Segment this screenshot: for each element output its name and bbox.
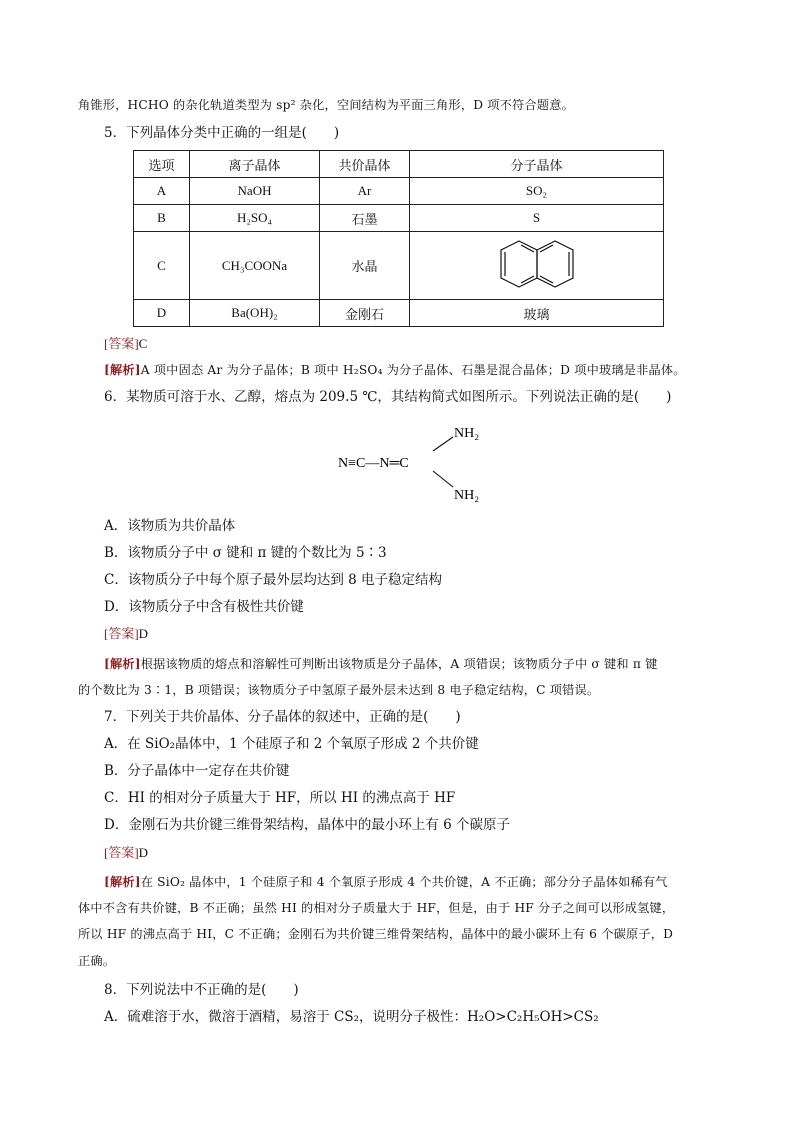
row-a-option: A [134,178,190,205]
table-header-row [134,151,664,178]
explanation-text: A 项中固态 Ar 为分子晶体；B 项中 H₂SO₄ 为分子晶体、石墨是混合晶体；D 项中玻璃是非晶体。 [140,363,686,377]
question-7-explanation-line-4: 正确。 [78,954,116,968]
question-6-stem: 6．某物质可溶于水、乙醇，熔点为 209.5 ℃，其结构简式如图所示。下列说法正确的是( ) [104,389,672,405]
row-c-option: C [134,232,190,300]
row-c-ionic: CH₃COONa [190,232,320,300]
row-b-option: B [134,205,190,232]
question-7-option-a: A．在 SiO₂晶体中，1 个硅原子和 2 个氧原子形成 2 个共价键 [104,736,479,752]
question-6-option-b: B．该物质分子中 σ 键和 π 键的个数比为 5∶3 [104,545,387,561]
answer-value: D [138,845,149,860]
question-7-option-b: B．分子晶体中一定存在共价键 [104,763,290,779]
structure-bottom-group: NH₂ [454,488,480,503]
question-7-answer [104,843,724,863]
structure-main-chain: N≡C—N═C [338,456,409,471]
question-8-option-a: A．硫难溶于水，微溶于酒精，易溶于 CS₂，说明分子极性：H₂O>C₂H₅OH>CS₂ [104,1009,599,1025]
row-b-ionic: H₂SO₄ [190,205,320,232]
answer-value: C [138,336,148,351]
row-a-ionic: NaOH [190,178,320,205]
previous-explanation-tail: 角锥形，HCHO 的杂化轨道类型为 sp² 杂化，空间结构为平面三角形，D 项不符合题意。 [78,98,574,112]
answer-label: [答案] [104,845,139,860]
answer-label: [答案] [104,626,139,641]
question-5-stem: 5．下列晶体分类中正确的一组是( ) [104,125,340,141]
row-d-molecular: 玻璃 [410,300,664,327]
row-b-covalent: 石墨 [320,205,410,232]
table-row [134,232,664,300]
answer-value: D [138,626,149,641]
header-covalent: 共价晶体 [320,151,410,178]
question-8-stem: 8．下列说法中不正确的是( ) [104,982,299,998]
question-7-explanation-line-2: 体中不含有共价键，B 不正确；虽然 HI 的相对分子质量大于 HF，但是，由于 HF 分子之间可以形成氢键， [78,901,675,915]
row-b-molecular: S [410,205,664,232]
question-7-option-c: C．HI 的相对分子质量大于 HF，所以 HI 的沸点高于 HF [104,790,456,806]
answer-label: [答案] [104,336,139,351]
question-7-stem: 7．下列关于共价晶体、分子晶体的叙述中，正确的是( ) [104,709,461,725]
row-d-covalent: 金刚石 [320,300,410,327]
question-6-answer [104,624,724,644]
explanation-label: [解析] [104,657,141,671]
question-7-explanation-line-1 [104,872,724,892]
explanation-text: 在 SiO₂ 晶体中，1 个硅原子和 4 个氧原子形成 4 个共价键，A 不正确；部分分子晶体如稀有气 [140,875,668,889]
row-d-option: D [134,300,190,327]
explanation-text: 根据该物质的熔点和溶解性可判断出该物质是分子晶体，A 项错误；该物质分子中 σ 键和 π 键 [140,657,658,671]
structure-top-group: NH₂ [454,426,480,441]
header-option: 选项 [134,151,190,178]
crystal-classification-table [133,150,664,327]
header-ionic: 离子晶体 [190,151,320,178]
dicyandiamide-structure-icon [330,415,510,515]
question-6-explanation-line-1 [104,654,724,674]
row-a-molecular: SO₂ [410,178,664,205]
naphthalene-structure-icon [495,235,579,293]
row-c-molecular [410,232,664,300]
question-5-answer [104,334,724,354]
table-row [134,178,664,205]
question-6-option-d: D．该物质分子中含有极性共价键 [104,599,304,615]
question-6-explanation-line-2: 的个数比为 3∶1，B 项错误；该物质分子中氢原子最外层未达到 8 电子稳定结构，C 项错误。 [78,683,600,697]
row-a-covalent: Ar [320,178,410,205]
explanation-label: [解析] [104,875,141,889]
explanation-label: [解析] [104,363,141,377]
question-7-explanation-line-3: 所以 HF 的沸点高于 HI，C 不正确；金刚石为共价键三维骨架结构，晶体中的最小碳环上有 6 个碳原子，D [78,927,674,941]
row-d-ionic: Ba(OH)₂ [190,300,320,327]
table-row [134,205,664,232]
table-row [134,300,664,327]
question-6-option-c: C．该物质分子中每个原子最外层均达到 8 电子稳定结构 [104,572,443,588]
header-molecular: 分子晶体 [410,151,664,178]
question-7-option-d: D．金刚石为共价键三维骨架结构，晶体中的最小环上有 6 个碳原子 [104,817,510,833]
question-5-explanation [104,360,724,380]
question-6-option-a: A．该物质为共价晶体 [104,518,236,534]
row-c-covalent: 水晶 [320,232,410,300]
